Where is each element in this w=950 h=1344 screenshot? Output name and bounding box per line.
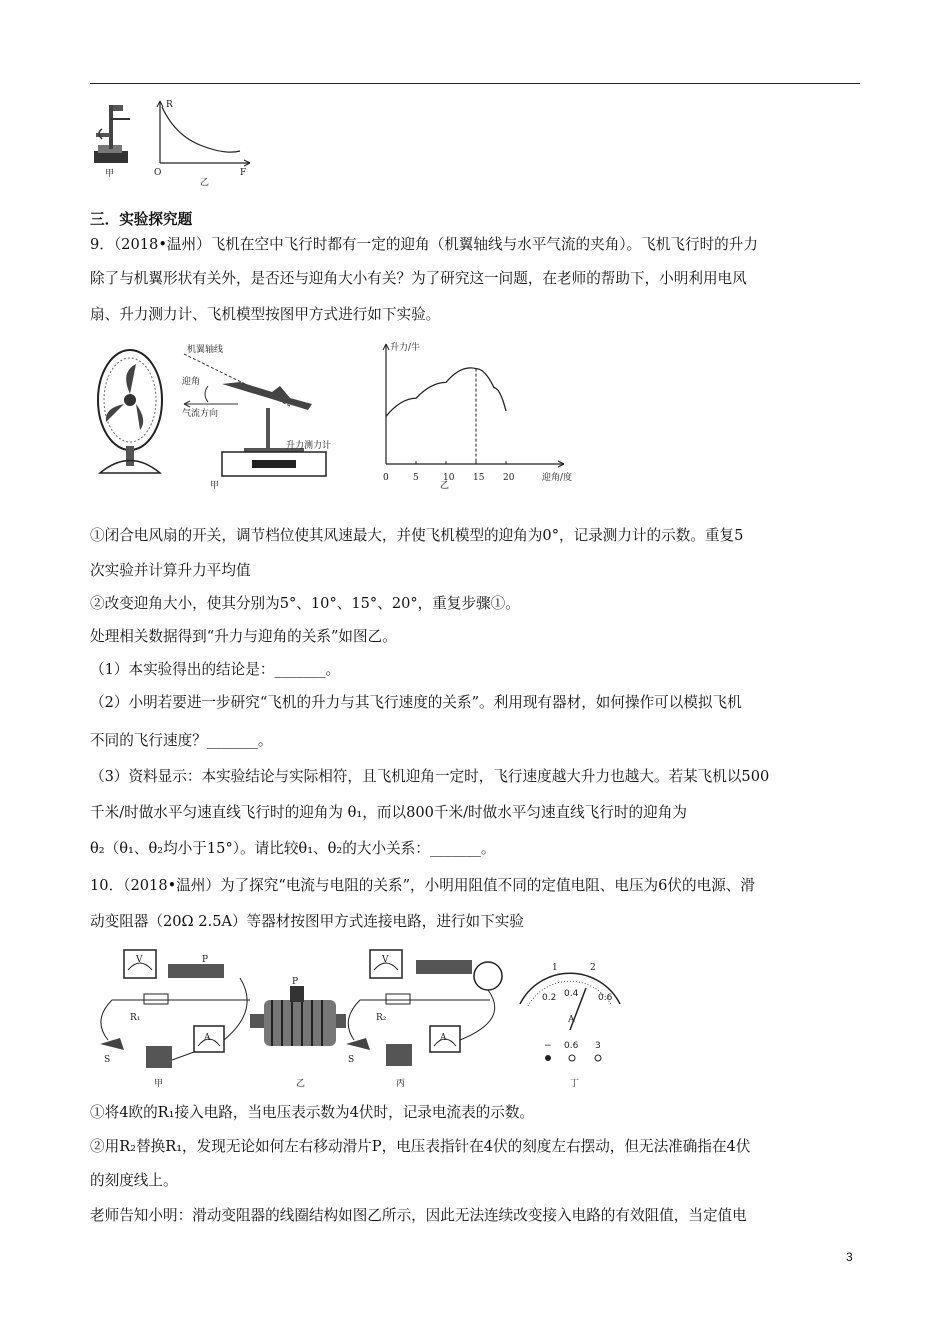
- circuit-bing: [346, 950, 502, 1066]
- q10-label-yi: 乙: [296, 1079, 306, 1089]
- ding-term-3: 3: [595, 1041, 601, 1051]
- q9-figure-label-yi: 乙: [440, 481, 450, 491]
- q9-intro-line3: 扇、升力测力计、飞机模型按图甲方式进行如下实验。: [90, 306, 441, 323]
- bing-switch-label: S: [348, 1055, 355, 1065]
- q10-label-bing: 丙: [396, 1079, 406, 1089]
- chart-lift-line: [386, 368, 506, 416]
- rf-axis-r: R: [166, 100, 173, 110]
- q9-intro-line1: 9．（2018•温州）飞机在空中飞行时都有一定的迎角（机翼轴线与水平气流的夹角）。飞机飞行时的升力: [90, 236, 758, 253]
- jia-voltmeter-label: V: [136, 955, 143, 965]
- ding-term-0-6: 0.6: [564, 1041, 579, 1051]
- ding-term-minus: −: [544, 1041, 552, 1051]
- rf-axis-f: F: [240, 168, 247, 178]
- q9-sub3-line1: （3）资料显示：本实验结论与实际相符，且飞机迎角一定时，飞行速度越大升力也越大。若某飞机以500: [90, 768, 770, 785]
- q9-sub2-line2: 不同的飞行速度？_______。: [90, 732, 273, 749]
- bing-voltmeter-label: V: [382, 955, 389, 965]
- jia-switch-label: S: [104, 1055, 111, 1065]
- ding-scale-1: 1: [552, 963, 558, 973]
- header-rule: [90, 83, 860, 84]
- top-figure: [90, 95, 260, 187]
- jia-slider-label: P: [202, 955, 209, 965]
- q9-intro-line2: 除了与机翼形状有关外，是否还与迎角大小有关？为了研究这一问题，在老师的帮助下，小明利用电风: [90, 270, 747, 287]
- top-figure-label-yi: 乙: [200, 178, 210, 187]
- label-force-meter: 升力测力计: [286, 441, 332, 451]
- q9-step1-line1: ①闭合电风扇的开关，调节档位使其风速最大，并使飞机模型的迎角为0°，记录测力计的示数。重复5: [90, 527, 744, 544]
- q9-sub2-line1: （2）小明若要进一步研究“飞机的升力与其飞行速度的关系”。利用现有器材，如何操作可以模拟飞机: [90, 694, 742, 711]
- q10-step2-line2: 的刻度线上。: [90, 1172, 178, 1189]
- q10-label-ding: 丁: [570, 1079, 580, 1089]
- chart-x-tick-label: 15: [473, 473, 485, 483]
- chart-x-label: 迎角/度: [542, 473, 573, 483]
- jia-ammeter-label: A: [204, 1033, 211, 1043]
- ding-scale-0-2: 0.2: [542, 993, 557, 1003]
- bing-r2-label: R₂: [376, 1013, 387, 1023]
- chart-x-tick-label: 0: [383, 473, 389, 483]
- ding-scale-0-4: 0.4: [564, 989, 579, 999]
- q10-note: 老师告知小明：滑动变阻器的线圈结构如图乙所示，因此无法连续改变接入电路的有效阻值，当定值电: [90, 1207, 747, 1224]
- q10-step1: ①将4欧的R₁接入电路，当电压表示数为4伏时，记录电流表的示数。: [90, 1104, 535, 1121]
- q9-step1-line2: 次实验并计算升力平均值: [90, 562, 251, 579]
- lift-angle-chart: [368, 338, 590, 496]
- chart-x-tick-label: 10: [443, 473, 455, 483]
- q10-intro-line1: 10．（2018•温州）为了探究“电流与电阻的关系”，小明用阻值不同的定值电阻、电压为6伏的电源、滑: [90, 877, 755, 894]
- label-wing-axis: 机翼轴线: [187, 345, 224, 355]
- stand-illustration: [94, 105, 130, 163]
- top-figure-label-jia: 甲: [105, 169, 115, 179]
- q9-figure-jia: [90, 338, 350, 493]
- yi-slider-label: P: [292, 977, 299, 987]
- q10-figures: [90, 940, 630, 1090]
- electric-fan: [98, 350, 162, 473]
- rf-curve: [162, 107, 240, 152]
- bing-ammeter-label: A: [440, 1033, 447, 1043]
- chart-y-label: 升力/牛: [390, 343, 421, 353]
- label-attack-angle: 迎角: [182, 377, 201, 387]
- ding-scale-2: 2: [590, 963, 596, 973]
- page-number: 3: [846, 1250, 853, 1264]
- q9-step2: ②改变迎角大小，使其分别为5°、10°、15°、20°，重复步骤①。: [90, 595, 520, 612]
- jia-r1-label: R₁: [130, 1013, 141, 1023]
- section-heading: 三．实验探究题: [90, 211, 193, 228]
- chart-x-tick-label: 5: [413, 473, 419, 483]
- chart-x-tick-label: 20: [503, 473, 515, 483]
- q10-step2-line1: ②用R₂替换R₁，发现无论如何左右移动滑片P，电压表指针在4伏的刻度左右摆动，但无法准确指在4伏: [90, 1138, 751, 1155]
- rf-axis-origin: O: [154, 168, 162, 178]
- ding-ammeter-label: A: [568, 1015, 575, 1025]
- q9-process: 处理相关数据得到“升力与迎角的关系”如图乙。: [90, 628, 397, 645]
- q9-sub3-line2: 千米/时做水平匀速直线飞行时的迎角为 θ₁，而以800千米/时做水平匀速直线飞行时的迎角为: [90, 804, 687, 821]
- label-airflow: 气流方向: [182, 409, 219, 419]
- q10-label-jia: 甲: [154, 1079, 164, 1089]
- q9-figure-label-jia: 甲: [210, 481, 220, 491]
- q10-intro-line2: 动变阻器（20Ω 2.5A）等器材按图甲方式连接电路，进行如下实验: [90, 913, 524, 930]
- rf-graph: [157, 101, 250, 166]
- rheostat-coil: [250, 986, 346, 1046]
- q9-sub1: （1）本实验得出的结论是：_______。: [90, 661, 341, 678]
- circuit-jia: [100, 950, 250, 1068]
- q9-sub3-line3: θ₂（θ₁、θ₂均小于15°）。请比较θ₁、θ₂的大小关系：_______。: [90, 840, 496, 857]
- ding-scale-0-6: 0.6: [598, 993, 613, 1003]
